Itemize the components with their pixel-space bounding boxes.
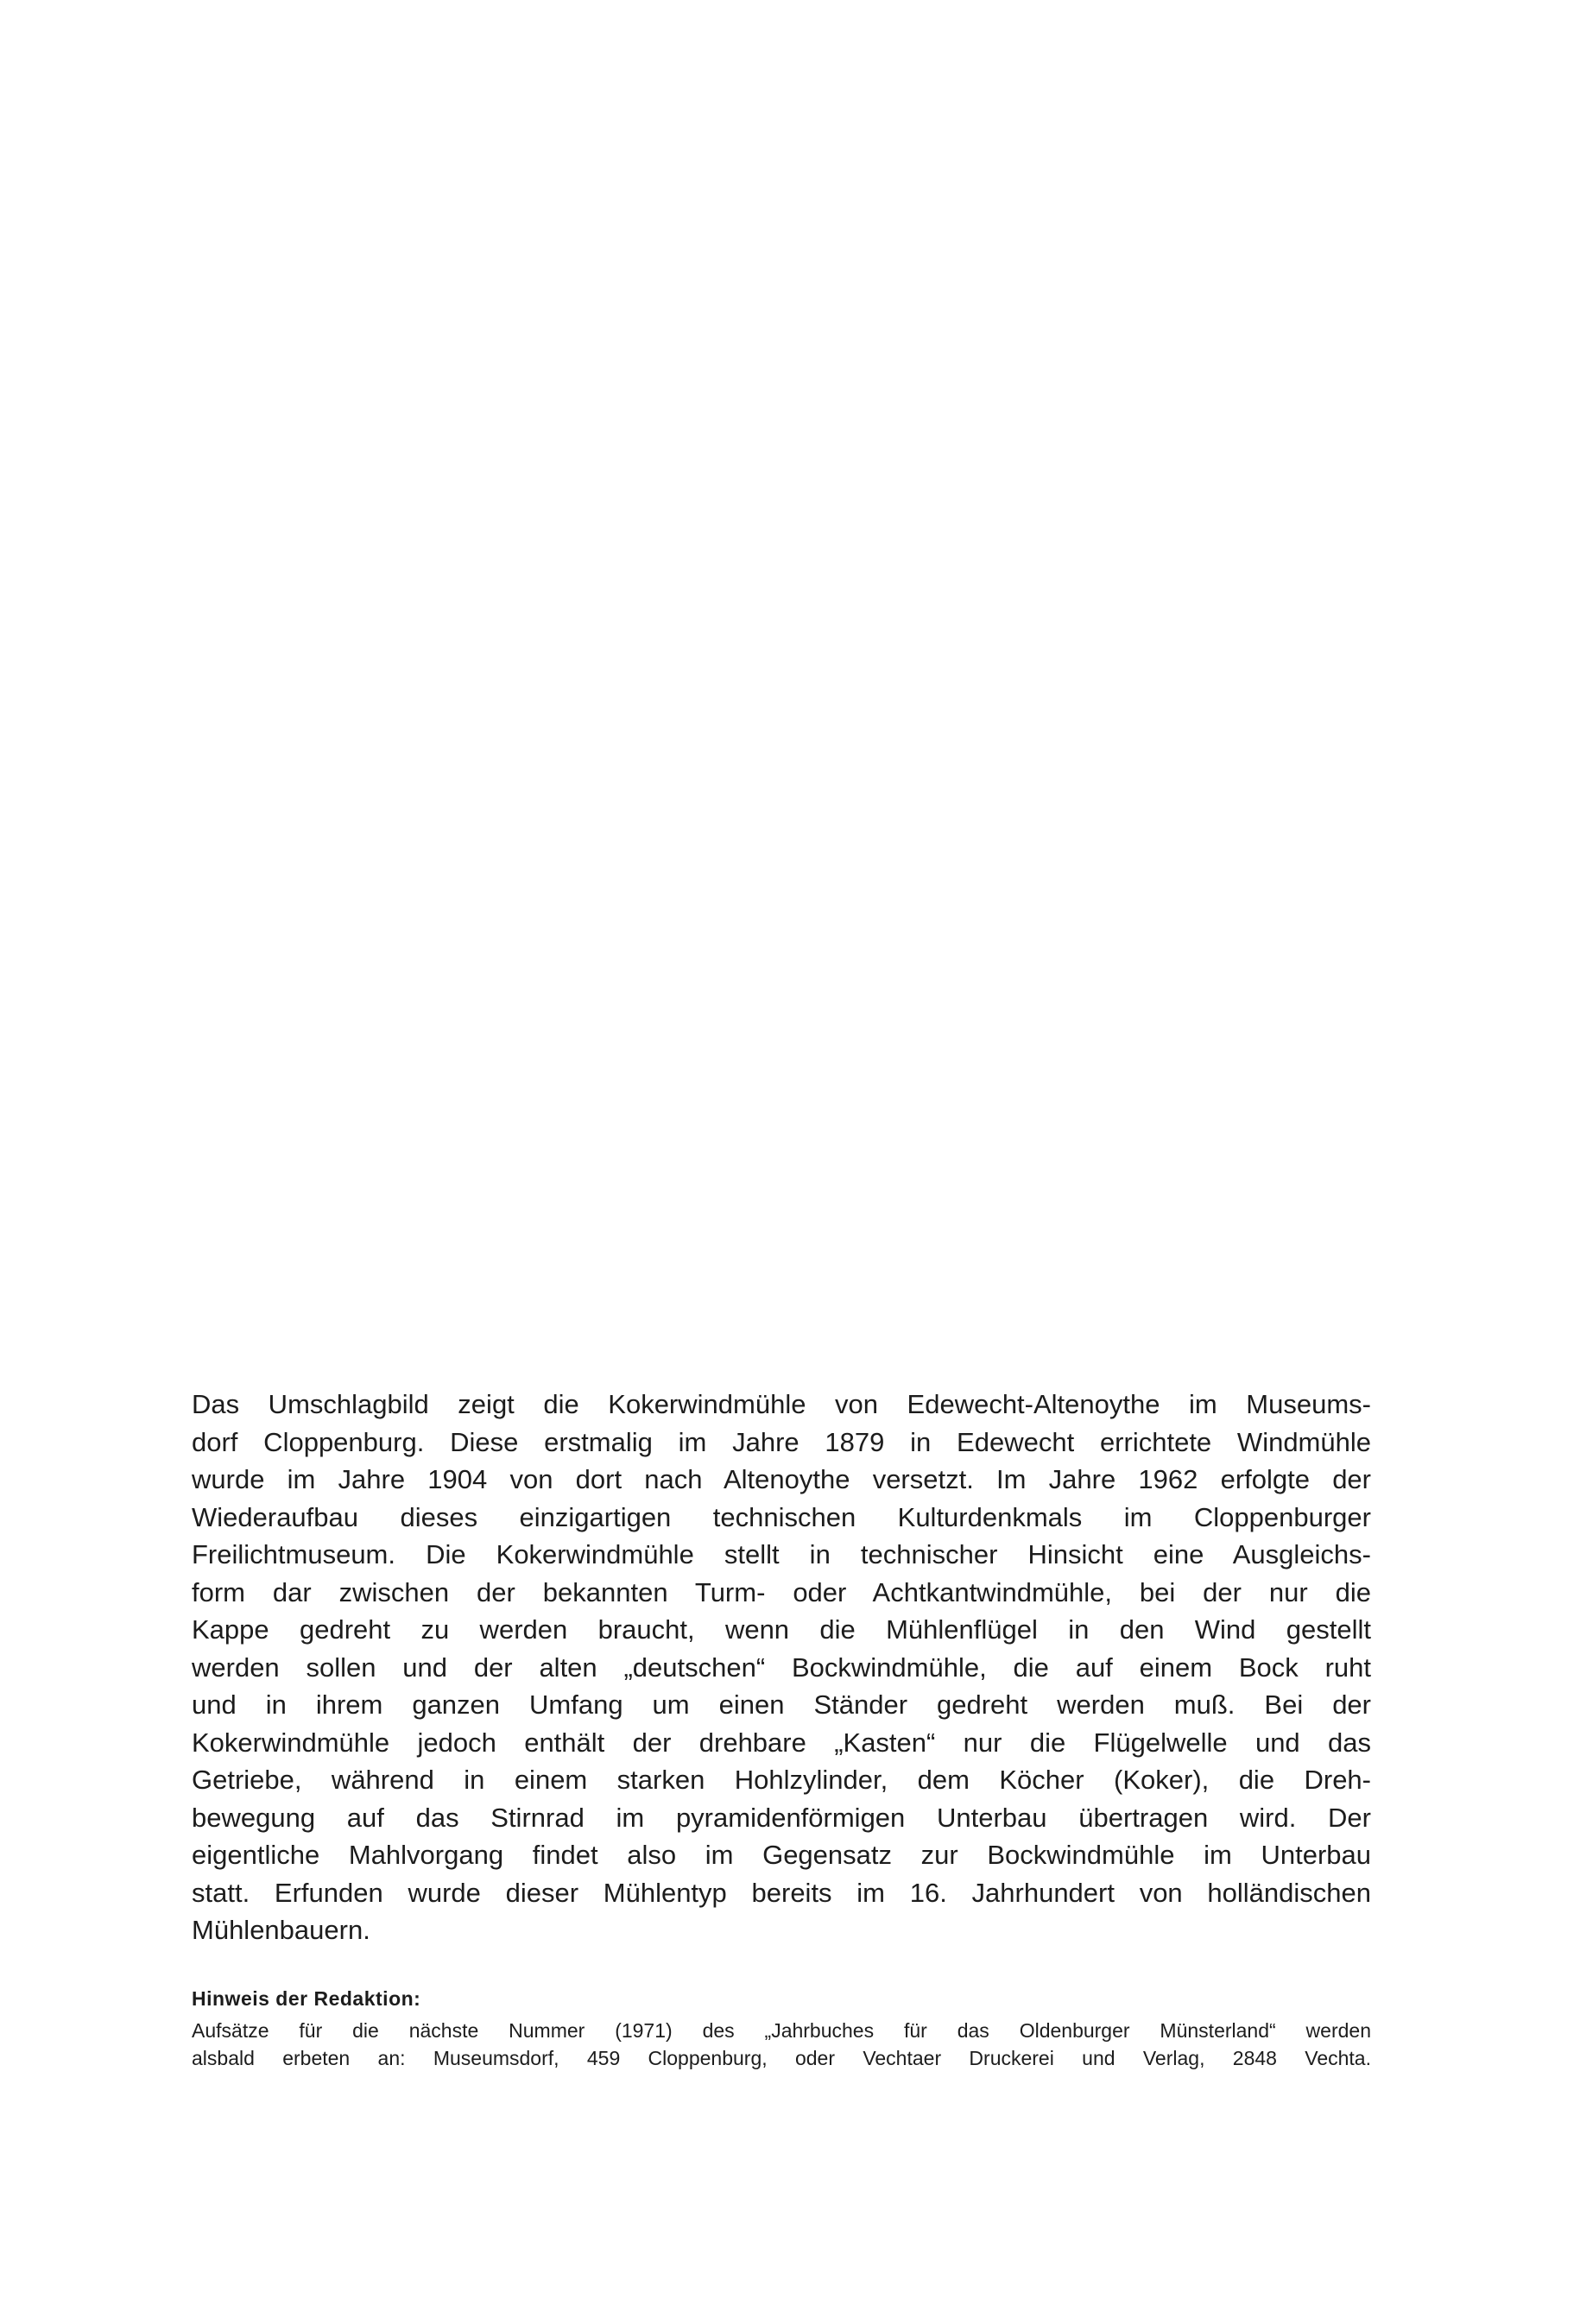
paragraph-line: Das Umschlagbild zeigt die Kokerwindmühle von Edewecht-Altenoythe im Museums- [192,1389,1371,1419]
editorial-note-line: alsbald erbeten an: Museumsdorf, 459 Cloppenburg, oder Vechtaer Druckerei und Verlag, 2848 Vechta. [192,2047,1371,2069]
paragraph-line: Kokerwindmühle jedoch enthält der drehbare „Kasten“ nur die Flügelwelle und das [192,1727,1371,1758]
editorial-note [192,1986,1371,2072]
paragraph-line: bewegung auf das Stirnrad im pyramidenförmigen Unterbau übertragen wird. Der [192,1802,1371,1833]
paragraph-line: statt. Erfunden wurde dieser Mühlentyp bereits im 16. Jahrhundert von holländischen [192,1877,1371,1908]
paragraph-line: dorf Cloppenburg. Diese erstmalig im Jahre 1879 in Edewecht errichtete Windmühle [192,1426,1371,1457]
paragraph-line: und in ihrem ganzen Umfang um einen Ständer gedreht werden muß. Bei der [192,1689,1371,1720]
editorial-note-line: Aufsätze für die nächste Nummer (1971) des „Jahrbuches für das Oldenburger Münsterland“ werden [192,2019,1371,2042]
paragraph-line: form dar zwischen der bekannten Turm- oder Achtkantwindmühle, bei der nur die [192,1576,1371,1607]
paragraph-line: eigentliche Mahlvorgang findet also im Gegensatz zur Bockwindmühle im Unterbau [192,1840,1371,1870]
editorial-note-heading: Hinweis der Redaktion: [192,1987,421,2010]
paragraph-line: Kappe gedreht zu werden braucht, wenn die Mühlenflügel in den Wind gestellt [192,1614,1371,1645]
paragraph-line: werden sollen und der alten „deutschen“ Bockwindmühle, die auf einem Bock ruht [192,1651,1371,1683]
paragraph-line: Mühlenbauern. [192,1915,370,1945]
paragraph-line: Freilichtmuseum. Die Kokerwindmühle stellt in technischer Hinsicht eine Ausgleichs- [192,1539,1371,1569]
paragraph-line: Wiederaufbau dieses einzigartigen technischen Kulturdenkmals im Cloppenburger [192,1501,1371,1532]
paragraph-line: wurde im Jahre 1904 von dort nach Altenoythe versetzt. Im Jahre 1962 erfolgte der [192,1464,1371,1494]
cover-description-paragraph [192,1386,1371,1949]
paragraph-line: Getriebe, während in einem starken Hohlzylinder, dem Köcher (Koker), die Dreh- [192,1765,1371,1795]
